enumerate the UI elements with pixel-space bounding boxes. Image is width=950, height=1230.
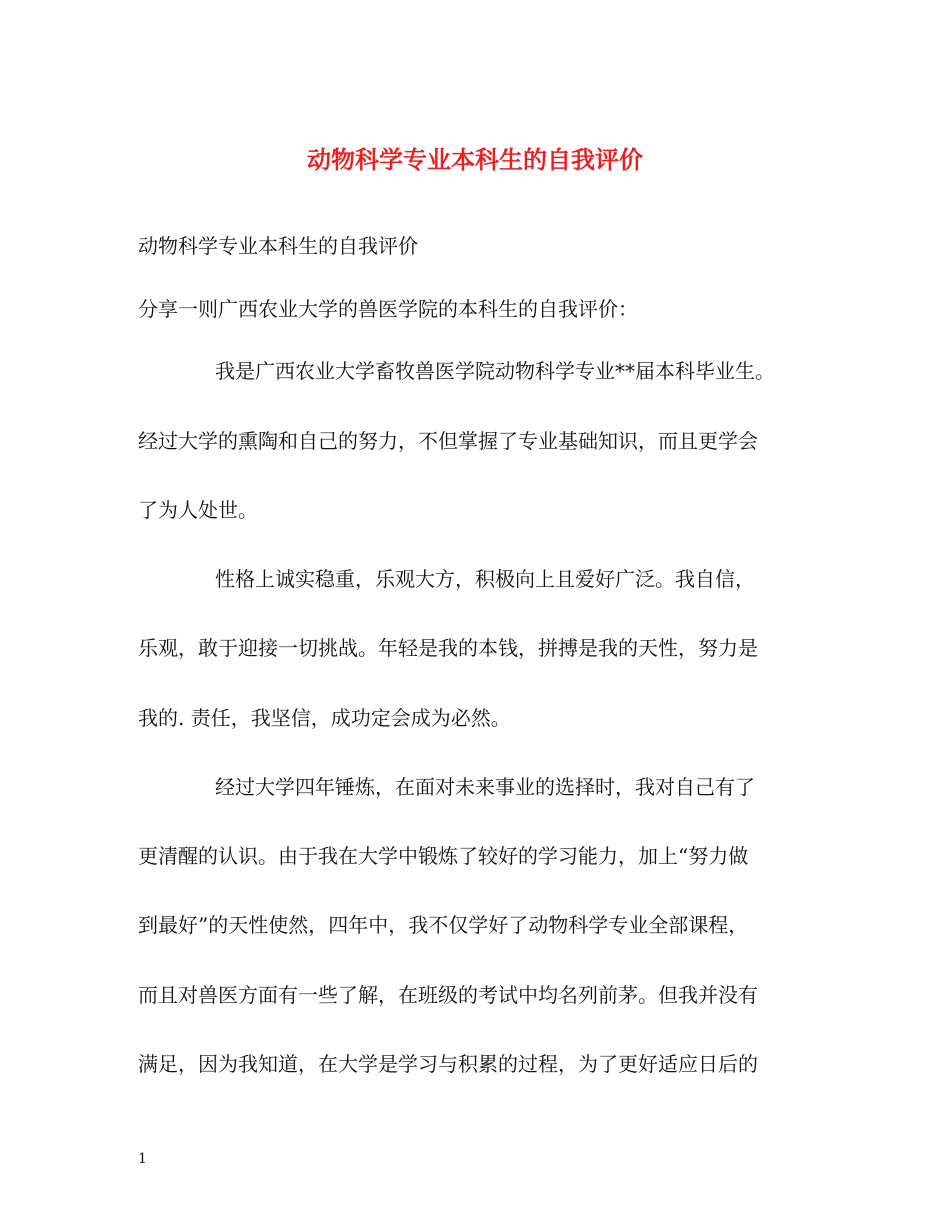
page-number: 1	[138, 1151, 147, 1167]
paragraph-2-line-2: 乐观，敢于迎接一切挑战。年轻是我的本钱，拼搏是我的天性，努力是	[138, 636, 758, 660]
paragraph-1-line-2: 经过大学的熏陶和自己的努力，不但掌握了专业基础知识，而且更学会	[138, 429, 758, 453]
paragraph-3-line-5: 满足，因为我知道，在大学是学习与积累的过程，为了更好适应日后的	[138, 1052, 758, 1076]
paragraph-2-line-1: 性格上诚实稳重，乐观大方，积极向上且爱好广泛。我自信，	[215, 567, 755, 591]
paragraph-2-line-3: 我的. 责任，我坚信，成功定会成为必然。	[138, 706, 511, 730]
paragraph-3-line-4: 而且对兽医方面有一些了解，在班级的考试中均名列前茅。但我并没有	[138, 983, 758, 1007]
paragraph-1-line-1: 我是广西农业大学畜牧兽医学院动物科学专业**届本科毕业生。	[215, 359, 775, 383]
paragraph-3-line-3: 到最好”的天性使然，四年中，我不仅学好了动物科学专业全部课程，	[138, 913, 749, 937]
text-line-heading: 动物科学专业本科生的自我评价	[138, 234, 418, 258]
document-title: 动物科学专业本科生的自我评价	[307, 145, 643, 174]
paragraph-3-line-1: 经过大学四年锤炼，在面对未来事业的选择时，我对自己有了	[215, 775, 755, 799]
paragraph-3-line-2: 更清醒的认识。由于我在大学中锻炼了较好的学习能力，加上“努力做	[138, 844, 749, 868]
paragraph-1-line-3: 了为人处世。	[138, 498, 258, 522]
text-line-intro: 分享一则广西农业大学的兽医学院的本科生的自我评价：	[138, 297, 638, 321]
